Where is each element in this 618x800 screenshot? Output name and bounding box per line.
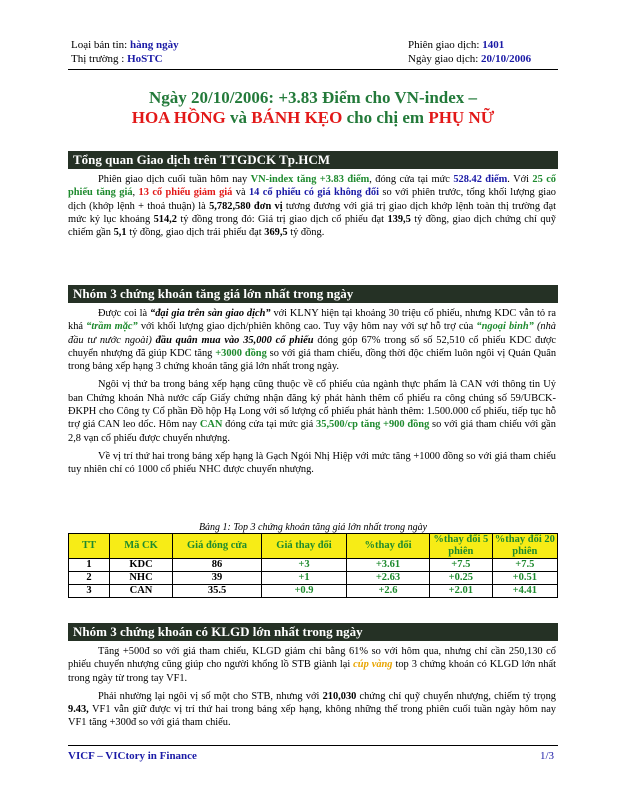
gainers-paragraph-2 <box>68 378 556 444</box>
table-cell: +3 <box>262 559 347 572</box>
text-run: so với giá tham chiếu, đồng thời độc chiếm luôn ngôi vị Quán Quân trong bảng xếp hạng 3 chứng khoán tăng giá lớn nhất trong ngày. <box>68 347 557 373</box>
page-subtitle <box>68 108 558 128</box>
table-cell: +0.9 <box>262 585 347 598</box>
gainers-paragraph-1 <box>68 307 556 373</box>
table-cell: +7.5 <box>430 559 493 572</box>
subtitle-part-banh-keo: BÁNH KẸO <box>251 108 343 127</box>
vnindex-close: 528.42 điểm <box>453 174 508 185</box>
foreign-buy-note: đầu quân mua vào 35,000 cổ phiếu <box>155 334 314 346</box>
table-cell: +1 <box>262 572 347 585</box>
stock-value: 139,5 <box>387 213 411 225</box>
text-run: với KLNY hiện tại khoảng 30 triệu cổ phiếu, nhưng KDC vẫn tỏ ra khá <box>68 308 556 333</box>
overview-paragraph <box>68 173 556 239</box>
col-header: %thay đổi 20 phiên <box>492 534 557 559</box>
header-divider <box>68 69 558 70</box>
text-run: VF1 vẫn giữ được vị trí thứ hai trong bảng xếp hạng, không những thế trong phiên cuối tuần ngày hôm nay VF1 tăng +300đ so với giá tham chiếu. <box>68 704 556 729</box>
text-run: Phiên giao dịch cuối tuần hôm nay <box>98 174 251 185</box>
table-cell: +2.6 <box>347 585 430 598</box>
text-run: top 3 chứng khoán có KLGD lớn nhất trong ngày từ trong tay VF1. <box>68 659 556 684</box>
table-cell: +3.61 <box>347 559 430 572</box>
text-run: Được coi là <box>98 308 151 319</box>
market-value: HoSTC <box>127 53 163 65</box>
table-cell: 2 <box>69 572 110 585</box>
section-overview-body <box>68 173 556 239</box>
doc-type-value: hàng ngày <box>129 39 179 51</box>
table-row <box>69 585 558 598</box>
text-run: , đóng cửa tại mức <box>369 174 454 185</box>
text-run: (nhà đầu tư nước ngoài) <box>68 321 556 346</box>
col-header: TT <box>69 534 110 559</box>
volume-paragraph-2 <box>68 690 556 730</box>
gainers-paragraph-3: Về vị trí thứ hai trong bảng xếp hạng là Gạch Ngói Nhị Hiệp với mức tăng +1000 đồng so với giá tham chiếu tuy nhiên chỉ có 1000 cổ phiếu NHC được chuyển nhượng. <box>68 450 556 476</box>
date-label: Ngày giao dịch: <box>408 53 479 65</box>
section-top-gainers-heading: Nhóm 3 chứng khoán tăng giá lớn nhất trong ngày <box>68 285 558 303</box>
kdc-price-change: +3000 đồng <box>215 347 267 359</box>
text-run: so với phiên trước, tổng khối lượng giao dịch (khớp lệnh + thoả thuận) là <box>68 187 556 212</box>
vf1-volume: 210,030 <box>322 690 357 702</box>
table-header-row <box>69 534 558 559</box>
doc-type-label: Loại bản tin: <box>71 39 128 51</box>
table-cell: NHC <box>110 572 173 585</box>
text-run: tương đương với giá trị giao dịch khớp lệnh toàn thị trường đạt mức kỷ lục khoảng <box>68 200 557 225</box>
volume-paragraph-1 <box>68 645 556 685</box>
text-run: đóng góp 67% trong số số 52,510 cổ phiếu KDC được chuyển nhượng đã giúp KDC tăng <box>68 334 556 359</box>
can-ticker: CAN <box>199 419 223 431</box>
top-gainers-table <box>68 533 558 598</box>
can-price-change: 35,500/cp tăng +900 đồng <box>316 419 430 431</box>
table-cell: +0.51 <box>492 572 557 585</box>
col-header: Giá đóng cửa <box>173 534 262 559</box>
text-run: Phải nhường lại ngôi vị số một cho STB, nhưng với <box>98 690 323 702</box>
text-run: với khối lượng giao dịch/phiên không cao. Tuy vậy hôm nay với sự hỗ trợ của <box>137 321 477 333</box>
subtitle-part-cho-chi-em: cho chị em <box>342 108 429 127</box>
header-right <box>408 38 531 66</box>
advancers-count: 25 cổ phiếu tăng giá <box>68 174 557 199</box>
text-run: tỷ đồng trong đó: Giá trị giao dịch cổ phiếu đạt <box>176 213 388 225</box>
table-cell: 1 <box>69 559 110 572</box>
text-run: Ngôi vị thứ ba trong bảng xếp hạng cũng thuộc về cổ phiếu của ngành thực phẩm là CAN với thông tin Uỷ ban Chứng khoán Nhà nước cấp Giấy chứng nhận đăng ký phát hành thêm cổ phiếu ra công chúng số 59/UBCK-ĐKPH cho Công ty Cổ phần Đồ hộp Hạ Long với số lượng cổ phiếu phát hành thêm: 1.500.000 cổ phiếu, tiếp tục hỗ trợ giá CAN leo dốc. Hôm nay <box>68 379 556 431</box>
quote-dai-gia: “đại gia trên sàn giao dịch” <box>150 308 271 319</box>
market-label: Thị trường : <box>71 53 125 65</box>
quote-cup-vang: cúp vàng <box>353 659 393 671</box>
subtitle-part-hoa-hong: HOA HỒNG <box>131 108 226 127</box>
table-cell: 86 <box>173 559 262 572</box>
section-top-volume-body <box>68 645 556 730</box>
footer-brand: VICF – VICtory in Finance <box>68 750 197 762</box>
session-label: Phiên giao dịch: <box>408 39 480 51</box>
text-run: tỷ đồng, giao dịch chứng chỉ quỹ chiếm gần <box>68 213 556 239</box>
text-run: tỷ đồng. <box>287 227 325 239</box>
text-run: chứng chỉ quỹ chuyển nhượng, chiếm tỷ trọng <box>356 690 556 702</box>
footer-divider <box>68 745 558 746</box>
table-cell: +7.5 <box>492 559 557 572</box>
table-row <box>69 572 558 585</box>
table-cell: 3 <box>69 585 110 598</box>
subtitle-part-va: và <box>225 108 252 127</box>
table-cell: CAN <box>110 585 173 598</box>
table-cell: +2.63 <box>347 572 430 585</box>
table-cell: 35.5 <box>173 585 262 598</box>
text-run: so với giá tham chiếu với gần 2,8 vạn cổ phiếu được chuyển nhượng. <box>68 419 556 444</box>
total-value: 514,2 <box>153 213 177 225</box>
unchanged-count: 14 cổ phiếu có giá không đổi <box>248 187 380 199</box>
col-header: %thay đổi 5 phiên <box>430 534 493 559</box>
section-top-gainers-body <box>68 307 556 477</box>
text-run: . Với <box>507 174 533 185</box>
table-cell: +2.01 <box>430 585 493 598</box>
date-value: 20/10/2006 <box>481 53 532 65</box>
quote-tram-mac: “trầm mặc” <box>86 321 138 333</box>
text-run: và <box>232 187 249 199</box>
table-row <box>69 559 558 572</box>
section-overview-heading: Tổng quan Giao dịch trên TTGDCK Tp.HCM <box>68 151 558 169</box>
table-cell: KDC <box>110 559 173 572</box>
page-number: 1/3 <box>539 750 554 762</box>
col-header: Giá thay đổi <box>262 534 347 559</box>
text-run: đóng cửa tại mức giá <box>222 419 317 431</box>
text-run: , <box>132 187 139 199</box>
bond-value: 369,5 <box>264 227 288 239</box>
quote-ngoai-binh: “ngoại binh” <box>476 321 534 333</box>
vf1-weight: 9.43, <box>68 704 89 716</box>
text-run: Tăng +500đ so với giá tham chiếu, KLGD giảm chỉ bằng 61% so với hôm qua, nhưng chỉ cần 250,130 cổ phiếu chuyển nhượng cũng giúp cho người khổng lồ STB giành lại <box>68 646 556 671</box>
table-caption: Bảng 1: Top 3 chứng khoán tăng giá lớn nhất trong ngày <box>198 522 428 533</box>
col-header: %thay đổi <box>347 534 430 559</box>
decliners-count: 13 cổ phiếu giảm giá <box>138 187 233 199</box>
section-top-volume-heading: Nhóm 3 chứng khoán có KLGD lớn nhất trong ngày <box>68 623 558 641</box>
table-cell: +4.41 <box>492 585 557 598</box>
session-value: 1401 <box>482 39 505 51</box>
subtitle-part-phu-nu: PHỤ NỮ <box>428 108 495 127</box>
col-header: Mã CK <box>110 534 173 559</box>
fund-value: 5,1 <box>113 227 127 239</box>
text-run: tỷ đồng, giao dịch trái phiếu đạt <box>126 227 265 239</box>
total-volume: 5,782,580 đơn vị <box>209 200 283 212</box>
header-left <box>71 38 179 66</box>
table-cell: +0.25 <box>430 572 493 585</box>
page-title: Ngày 20/10/2006: +3.83 Điểm cho VN-index – <box>148 88 478 107</box>
vnindex-change: VN-index tăng +3.83 điểm <box>250 174 370 185</box>
table-cell: 39 <box>173 572 262 585</box>
